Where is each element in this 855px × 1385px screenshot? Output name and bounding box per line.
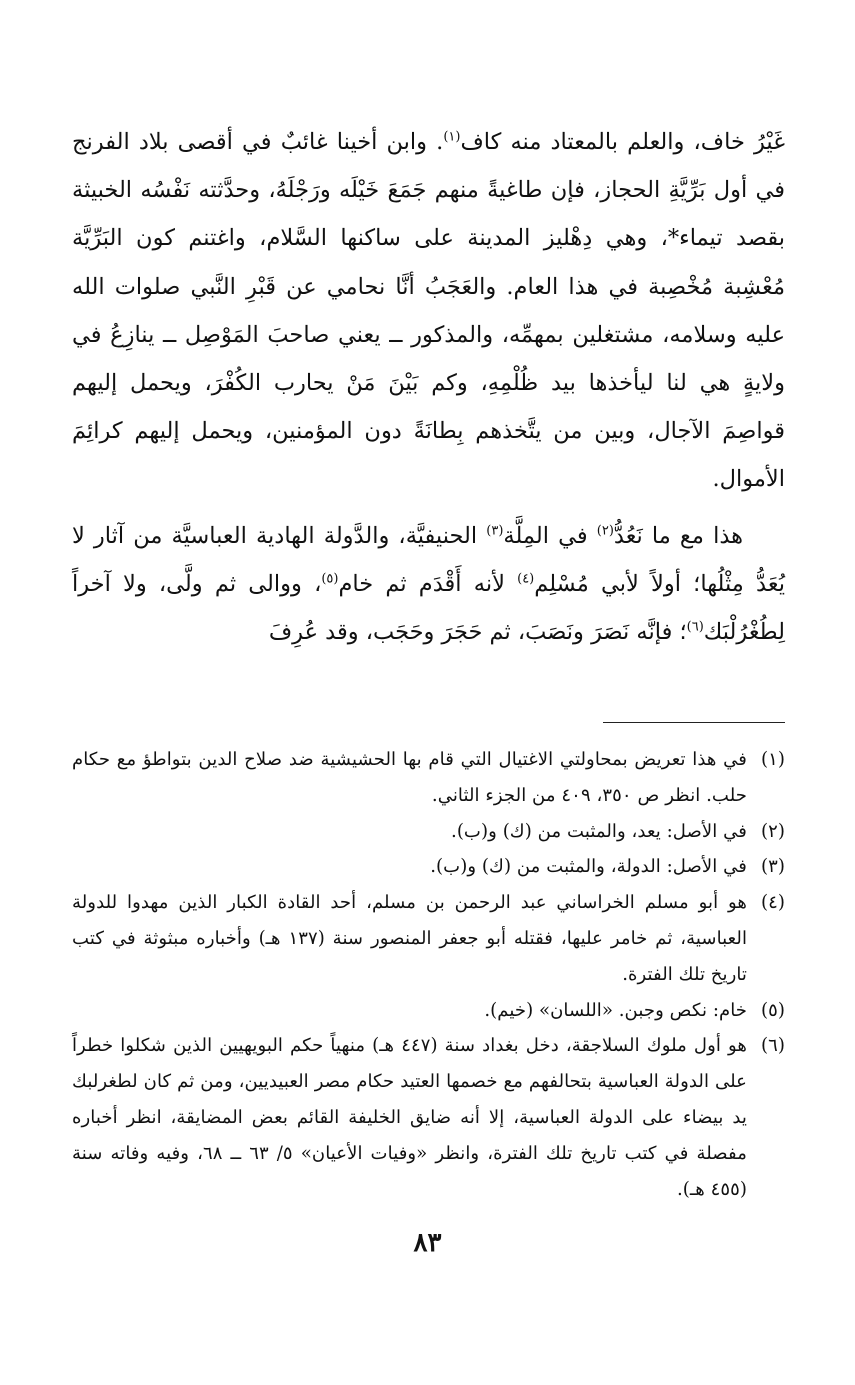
footnote-number: (٦) — [761, 1035, 785, 1057]
footnote-ref-2: (٢) — [596, 523, 614, 539]
paragraph-2-part-f: ؛ فإنَّه نَصَرَ ونَصَبَ، ثم حَجَرَ وحَجَب، وقد عُرِفَ — [268, 619, 687, 646]
footnote-ref-1: (١) — [443, 129, 461, 145]
footnote-ref-4: (٤) — [517, 571, 535, 587]
footnote-text: هو أبو مسلم الخراساني عبد الرحمن بن مسلم، أحد القادة الكبار الذين مهدوا للدولة العباسية، ثم خامر عليها، فقتله أبو جعفر المنصور سنة (١٣٧ هـ) وأخباره مبثوثة في كتب تاريخ تلك الفترة. — [72, 892, 747, 985]
paragraph-2-part-d: لأنه أَقْدَم ثم خام — [338, 570, 518, 597]
footnote-number: (١) — [761, 749, 785, 770]
footnote — [72, 849, 785, 885]
footnote-text: في هذا تعريض بمحاولتي الاغتيال التي قام بها الحشيشية ضد صلاح الدين بتواطؤ مع حكام حلب. انظر ص ٣٥٠، ٤٠٩ من الجزء الثاني. — [72, 749, 747, 806]
footnote-number: (٣) — [761, 856, 785, 878]
paragraph-2-part-b: في المِلَّة — [503, 522, 597, 549]
paragraph-2-part-e: ، ووالى ثم ولَّى، ولا آخراً لِطُغْرُلْبَك — [72, 570, 785, 646]
paragraph-2 — [72, 512, 785, 657]
footnote-number: (٢) — [761, 820, 785, 842]
main-text — [72, 118, 785, 656]
paragraph-1-part-a: غَيْرُ خاف، والعلم بالمعتاد منه كاف — [460, 129, 785, 155]
footnotes — [72, 742, 785, 1207]
footnote-number: (٥) — [761, 999, 785, 1021]
footnote — [72, 1028, 785, 1207]
paragraph-1 — [72, 118, 785, 504]
footnote-text: في الأصل: يعد، والمثبت من (ك) و(ب). — [451, 820, 747, 842]
footnote — [72, 814, 785, 850]
footnote-text: خام: نكص وجبن. «اللسان» (خيم). — [484, 999, 747, 1021]
footnote-ref-5: (٥) — [321, 571, 339, 587]
paragraph-2-part-c: الحنيفيَّة، والدَّولة الهادية العباسيَّة من آثار لا يُعَدُّ مِثْلُها؛ أولاً لأبي مُسْلِم — [72, 522, 785, 597]
paragraph-2-part-a: هذا مع ما نَعُدُّ — [613, 522, 743, 549]
footnote-number: (٤) — [761, 892, 785, 914]
paragraph-1-part-b: . وابن أخينا غائبٌ في أقصى بلاد الفرنج في أول بَرِّيَّةِ الحجاز، فإن طاغيةً منهم جَمَعَ خَيْلَه ورَجْلَهُ، وحدَّثته نَفْسُه الخبيثة بقصد تيماء*، وهي دِهْليز المدينة على ساكنها السَّلام، واغتنم كون البَرِّيَّة مُعْشِبة مُخْصِبة في هذا العام. والعَجَبُ أنَّا نحامي عن قَبْرِ النَّبي صلوات الله عليه وسلامه، مشتغلين بمهمِّه، والمذكور ــ يعني صاحبَ المَوْصِل ــ ينازِعُ في ولايةٍ هي لنا ليأخذها بيد ظُلْمِهِ، وكم بَيْنَ مَنْ يحارب الكُفْرَ، ويحمل إليهم قواصِمَ الآجال، وبين من يتَّخذهم بِطانَةً دون المؤمنين، ويحمل إليهم كرائِمَ الأموال. — [72, 129, 785, 493]
footnote — [72, 885, 785, 992]
footnote-text: هو أول ملوك السلاجقة، دخل بغداد سنة (٤٤٧ هـ) منهياً حكم البويهيين الذين شكلوا خطراً على الدولة العباسية بتحالفهم مع خصمها العتيد حكام مصر العبيديين، ومن ثم كان لطغرلبك يد بيضاء على الدولة العباسية، إلا أنه ضايق الخليفة القائم بعض المضايقة، انظر أخباره مفصلة في كتب تاريخ تلك الفترة، وانظر «وفيات الأعيان» ٥/ ٦٣ ــ ٦٨، وفيه وفاته سنة (٤٥٥ هـ). — [72, 1035, 747, 1200]
footnote — [72, 993, 785, 1029]
footnote-text: في الأصل: الدولة، والمثبت من (ك) و(ب). — [430, 856, 747, 878]
page-number: ٨٣ — [413, 1228, 442, 1258]
footnote-ref-3: (٣) — [486, 523, 504, 539]
footnote-separator — [603, 722, 785, 723]
footnote-ref-6: (٦) — [686, 619, 704, 635]
footnote — [72, 742, 785, 814]
